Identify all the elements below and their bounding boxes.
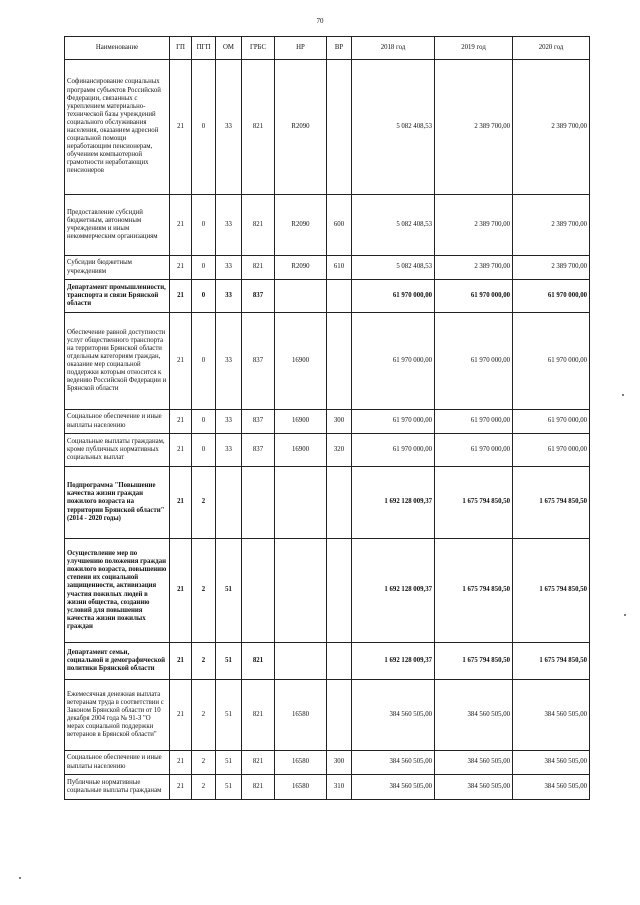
scan-dot bbox=[624, 614, 626, 616]
col-header-nr: НР bbox=[275, 37, 327, 60]
row-nr-cell: 16580 bbox=[275, 751, 327, 775]
row-vr-cell bbox=[327, 680, 352, 751]
row-vr-cell bbox=[327, 539, 352, 643]
col-header-2018: 2018 год bbox=[352, 37, 435, 60]
row-2020-cell: 61 970 000,00 bbox=[513, 410, 590, 434]
table-row bbox=[65, 643, 590, 680]
row-2019-cell: 1 675 794 850,50 bbox=[435, 643, 513, 680]
table-row bbox=[65, 60, 590, 195]
col-header-2019: 2019 год bbox=[435, 37, 513, 60]
row-nr-cell: 16900 bbox=[275, 434, 327, 467]
table-row bbox=[65, 539, 590, 643]
row-nr-cell: 16900 bbox=[275, 313, 327, 410]
row-2020-cell: 1 675 794 850,50 bbox=[513, 467, 590, 539]
row-nr-cell: 16580 bbox=[275, 775, 327, 800]
row-om-cell: 33 bbox=[216, 280, 242, 313]
row-2019-cell: 2 389 700,00 bbox=[435, 256, 513, 280]
row-pgp-cell: 0 bbox=[192, 280, 216, 313]
row-om-cell: 33 bbox=[216, 60, 242, 195]
table-row bbox=[65, 680, 590, 751]
row-name-cell: Обеспечение равной доступности услуг общественного транспорта на территории Брянской области отдельным категориям граждан, оказание мер социальной поддержки которым относится к ведению Российской Федерации и Брянской области bbox=[65, 313, 170, 410]
row-2018-cell: 61 970 000,00 bbox=[352, 434, 435, 467]
page-number: 70 bbox=[316, 17, 324, 25]
table-body bbox=[65, 60, 590, 800]
row-pgp-cell: 2 bbox=[192, 467, 216, 539]
col-header-grbs: ГРБС bbox=[242, 37, 275, 60]
row-2018-cell: 61 970 000,00 bbox=[352, 313, 435, 410]
table-row bbox=[65, 280, 590, 313]
table-row bbox=[65, 410, 590, 434]
row-grbs-cell: 821 bbox=[242, 775, 275, 800]
row-gp-cell: 21 bbox=[170, 751, 192, 775]
table-row bbox=[65, 775, 590, 800]
row-om-cell: 51 bbox=[216, 539, 242, 643]
row-nr-cell: R2090 bbox=[275, 256, 327, 280]
row-gp-cell: 21 bbox=[170, 410, 192, 434]
row-nr-cell bbox=[275, 280, 327, 313]
row-2020-cell: 61 970 000,00 bbox=[513, 434, 590, 467]
row-grbs-cell: 821 bbox=[242, 751, 275, 775]
row-pgp-cell: 0 bbox=[192, 434, 216, 467]
row-name-cell: Софинансирование социальных программ субъектов Российской Федерации, связанных с укреплением материально-технической базы учреждений социального обслуживания населения, оказанием адресной социальной помощи неработающим пенсионерам, обучением компьютерной грамотности неработающих пенсионеров bbox=[65, 60, 170, 195]
row-vr-cell bbox=[327, 467, 352, 539]
row-name-cell: Социальные выплаты гражданам, кроме публичных нормативных социальных выплат bbox=[65, 434, 170, 467]
row-vr-cell bbox=[327, 280, 352, 313]
row-om-cell: 51 bbox=[216, 775, 242, 800]
row-om-cell: 33 bbox=[216, 410, 242, 434]
row-nr-cell: 16900 bbox=[275, 410, 327, 434]
scan-dot bbox=[19, 877, 21, 879]
row-2020-cell: 2 389 700,00 bbox=[513, 195, 590, 256]
row-name-cell: Ежемесячная денежная выплата ветеранам труда в соответствии с Законом Брянской области от 10 декабря 2004 года № 91-З "О мерах социальной поддержки ветеранов в Брянской области" bbox=[65, 680, 170, 751]
row-om-cell bbox=[216, 467, 242, 539]
row-vr-cell: 300 bbox=[327, 751, 352, 775]
row-vr-cell: 600 bbox=[327, 195, 352, 256]
row-name-cell: Предоставление субсидий бюджетным, автономным учреждениям и иным некоммерческим организациям bbox=[65, 195, 170, 256]
row-pgp-cell: 2 bbox=[192, 680, 216, 751]
row-name-cell: Подпрограмма "Повышение качества жизни граждан пожилого возраста на территории Брянской области" (2014 - 2020 годы) bbox=[65, 467, 170, 539]
row-2019-cell: 2 389 700,00 bbox=[435, 60, 513, 195]
row-gp-cell: 21 bbox=[170, 313, 192, 410]
row-2020-cell: 384 560 505,00 bbox=[513, 775, 590, 800]
row-2018-cell: 384 560 505,00 bbox=[352, 680, 435, 751]
row-name-cell: Социальное обеспечение и иные выплаты населению bbox=[65, 410, 170, 434]
table-header-row bbox=[65, 37, 590, 60]
row-om-cell: 51 bbox=[216, 643, 242, 680]
row-2019-cell: 2 389 700,00 bbox=[435, 195, 513, 256]
row-name-cell: Социальное обеспечение и иные выплаты населению bbox=[65, 751, 170, 775]
row-2019-cell: 61 970 000,00 bbox=[435, 410, 513, 434]
row-vr-cell bbox=[327, 643, 352, 680]
budget-table bbox=[64, 36, 590, 800]
row-2018-cell: 5 082 408,53 bbox=[352, 60, 435, 195]
row-gp-cell: 21 bbox=[170, 643, 192, 680]
col-header-2020: 2020 год bbox=[513, 37, 590, 60]
row-2019-cell: 384 560 505,00 bbox=[435, 775, 513, 800]
row-om-cell: 33 bbox=[216, 195, 242, 256]
row-2018-cell: 384 560 505,00 bbox=[352, 751, 435, 775]
row-om-cell: 33 bbox=[216, 434, 242, 467]
row-grbs-cell: 821 bbox=[242, 60, 275, 195]
row-2020-cell: 384 560 505,00 bbox=[513, 751, 590, 775]
row-vr-cell: 300 bbox=[327, 410, 352, 434]
table-row bbox=[65, 467, 590, 539]
row-2018-cell: 61 970 000,00 bbox=[352, 410, 435, 434]
row-2020-cell: 61 970 000,00 bbox=[513, 313, 590, 410]
row-nr-cell: 16580 bbox=[275, 680, 327, 751]
row-grbs-cell: 837 bbox=[242, 280, 275, 313]
row-vr-cell: 320 bbox=[327, 434, 352, 467]
row-nr-cell: R2090 bbox=[275, 195, 327, 256]
row-gp-cell: 21 bbox=[170, 467, 192, 539]
row-gp-cell: 21 bbox=[170, 256, 192, 280]
row-gp-cell: 21 bbox=[170, 539, 192, 643]
row-grbs-cell: 821 bbox=[242, 643, 275, 680]
col-header-om: ОМ bbox=[216, 37, 242, 60]
row-2020-cell: 1 675 794 850,50 bbox=[513, 643, 590, 680]
table-row bbox=[65, 195, 590, 256]
table-row bbox=[65, 751, 590, 775]
row-gp-cell: 21 bbox=[170, 775, 192, 800]
row-2018-cell: 1 692 128 009,37 bbox=[352, 539, 435, 643]
col-header-gp: ГП bbox=[170, 37, 192, 60]
row-vr-cell: 610 bbox=[327, 256, 352, 280]
row-gp-cell: 21 bbox=[170, 195, 192, 256]
row-nr-cell bbox=[275, 539, 327, 643]
row-name-cell: Департамент промышленности, транспорта и связи Брянской области bbox=[65, 280, 170, 313]
row-nr-cell bbox=[275, 467, 327, 539]
row-grbs-cell: 821 bbox=[242, 256, 275, 280]
row-grbs-cell: 837 bbox=[242, 410, 275, 434]
row-grbs-cell bbox=[242, 539, 275, 643]
row-pgp-cell: 0 bbox=[192, 195, 216, 256]
row-pgp-cell: 0 bbox=[192, 410, 216, 434]
row-pgp-cell: 0 bbox=[192, 60, 216, 195]
row-pgp-cell: 0 bbox=[192, 313, 216, 410]
row-vr-cell bbox=[327, 60, 352, 195]
row-pgp-cell: 2 bbox=[192, 751, 216, 775]
row-name-cell: Осуществление мер по улучшению положения граждан пожилого возраста, повышению степени их социальной защищенности, активизация участия пожилых людей в жизни общества, созданию условий для повышения качества жизни пожилых граждан bbox=[65, 539, 170, 643]
row-2020-cell: 384 560 505,00 bbox=[513, 680, 590, 751]
row-gp-cell: 21 bbox=[170, 680, 192, 751]
row-2018-cell: 5 082 408,53 bbox=[352, 256, 435, 280]
row-2020-cell: 61 970 000,00 bbox=[513, 280, 590, 313]
table-row bbox=[65, 313, 590, 410]
row-om-cell: 33 bbox=[216, 256, 242, 280]
table-row bbox=[65, 434, 590, 467]
row-grbs-cell: 821 bbox=[242, 195, 275, 256]
row-2018-cell: 384 560 505,00 bbox=[352, 775, 435, 800]
scan-dot bbox=[622, 394, 624, 396]
col-header-pgp: ПГП bbox=[192, 37, 216, 60]
row-2018-cell: 1 692 128 009,37 bbox=[352, 643, 435, 680]
row-grbs-cell: 837 bbox=[242, 434, 275, 467]
row-om-cell: 33 bbox=[216, 313, 242, 410]
row-2020-cell: 2 389 700,00 bbox=[513, 256, 590, 280]
table-row bbox=[65, 256, 590, 280]
row-2019-cell: 384 560 505,00 bbox=[435, 751, 513, 775]
row-pgp-cell: 2 bbox=[192, 643, 216, 680]
row-2018-cell: 5 082 408,53 bbox=[352, 195, 435, 256]
row-2019-cell: 1 675 794 850,50 bbox=[435, 467, 513, 539]
col-header-vr: ВР bbox=[327, 37, 352, 60]
row-pgp-cell: 2 bbox=[192, 775, 216, 800]
row-2019-cell: 61 970 000,00 bbox=[435, 434, 513, 467]
row-nr-cell: R2090 bbox=[275, 60, 327, 195]
row-vr-cell bbox=[327, 313, 352, 410]
row-gp-cell: 21 bbox=[170, 434, 192, 467]
row-pgp-cell: 0 bbox=[192, 256, 216, 280]
row-pgp-cell: 2 bbox=[192, 539, 216, 643]
row-2018-cell: 1 692 128 009,37 bbox=[352, 467, 435, 539]
row-nr-cell bbox=[275, 643, 327, 680]
row-vr-cell: 310 bbox=[327, 775, 352, 800]
row-gp-cell: 21 bbox=[170, 280, 192, 313]
row-2019-cell: 61 970 000,00 bbox=[435, 280, 513, 313]
row-2019-cell: 384 560 505,00 bbox=[435, 680, 513, 751]
row-2019-cell: 61 970 000,00 bbox=[435, 313, 513, 410]
row-name-cell: Публичные нормативные социальные выплаты гражданам bbox=[65, 775, 170, 800]
row-name-cell: Департамент семьи, социальной и демографической политики Брянской области bbox=[65, 643, 170, 680]
row-gp-cell: 21 bbox=[170, 60, 192, 195]
row-name-cell: Субсидии бюджетным учреждениям bbox=[65, 256, 170, 280]
col-header-name: Наименование bbox=[65, 37, 170, 60]
row-om-cell: 51 bbox=[216, 751, 242, 775]
row-grbs-cell: 821 bbox=[242, 680, 275, 751]
row-grbs-cell bbox=[242, 467, 275, 539]
row-2020-cell: 2 389 700,00 bbox=[513, 60, 590, 195]
row-2018-cell: 61 970 000,00 bbox=[352, 280, 435, 313]
row-grbs-cell: 837 bbox=[242, 313, 275, 410]
row-2020-cell: 1 675 794 850,50 bbox=[513, 539, 590, 643]
row-om-cell: 51 bbox=[216, 680, 242, 751]
row-2019-cell: 1 675 794 850,50 bbox=[435, 539, 513, 643]
